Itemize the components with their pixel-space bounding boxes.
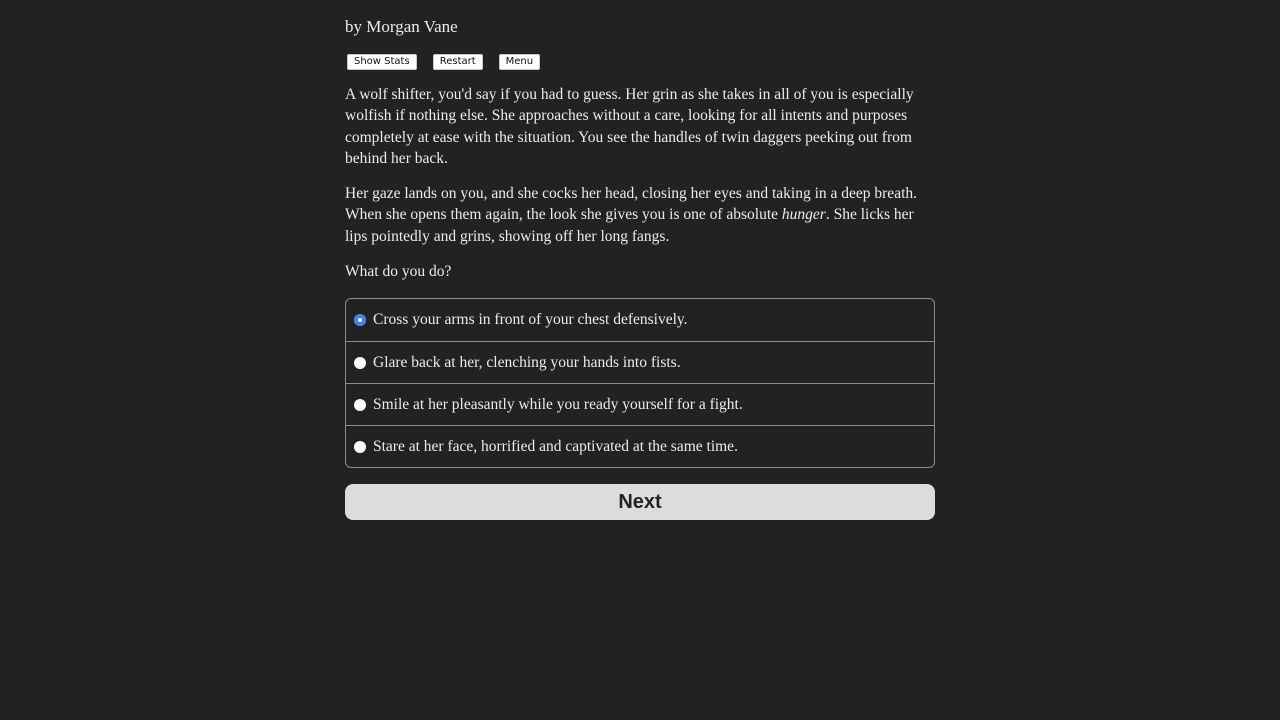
choice-option-3[interactable] bbox=[346, 383, 934, 425]
choice-label: Smile at her pleasantly while you ready yourself for a fight. bbox=[373, 395, 743, 413]
story-paragraph-2-start: Her gaze lands on you, and she cocks her head, closing her eyes and taking in a deep breath. When she opens them again, the look she gives you is one of absolute bbox=[345, 185, 918, 224]
choice-label: Glare back at her, clenching your hands into fists. bbox=[373, 353, 681, 371]
choice-option-1[interactable] bbox=[346, 299, 934, 341]
menu-button[interactable]: Menu bbox=[499, 54, 540, 70]
choice-list bbox=[345, 298, 935, 468]
radio-icon[interactable] bbox=[354, 399, 366, 411]
restart-button[interactable]: Restart bbox=[433, 54, 483, 70]
toolbar bbox=[347, 54, 556, 70]
story-paragraph-2-end: . She licks her lips pointedly and grins, showing off her long fangs. bbox=[345, 206, 914, 245]
story-text bbox=[345, 84, 935, 296]
show-stats-button[interactable]: Show Stats bbox=[347, 54, 417, 70]
story-paragraph-1: A wolf shifter, you'd say if you had to guess. Her grin as she takes in all of you is especially wolfish if nothing else. She approaches without a care, looking for all intents and purposes completely at ease with the situation. You see the handles of twin daggers peeking out from behind her back. bbox=[345, 86, 914, 167]
next-button[interactable]: Next bbox=[345, 484, 935, 520]
choice-prompt: What do you do? bbox=[345, 263, 452, 281]
radio-icon[interactable] bbox=[354, 314, 366, 326]
radio-icon[interactable] bbox=[354, 357, 366, 369]
choice-option-4[interactable] bbox=[346, 425, 934, 467]
choice-option-2[interactable] bbox=[346, 341, 934, 383]
choice-label: Stare at her face, horrified and captivated at the same time. bbox=[373, 437, 738, 455]
radio-icon[interactable] bbox=[354, 441, 366, 453]
author-byline: by Morgan Vane bbox=[345, 17, 458, 36]
story-paragraph-2 bbox=[345, 183, 935, 247]
choice-label: Cross your arms in front of your chest defensively. bbox=[373, 311, 688, 328]
story-emphasis: hunger bbox=[781, 206, 826, 224]
